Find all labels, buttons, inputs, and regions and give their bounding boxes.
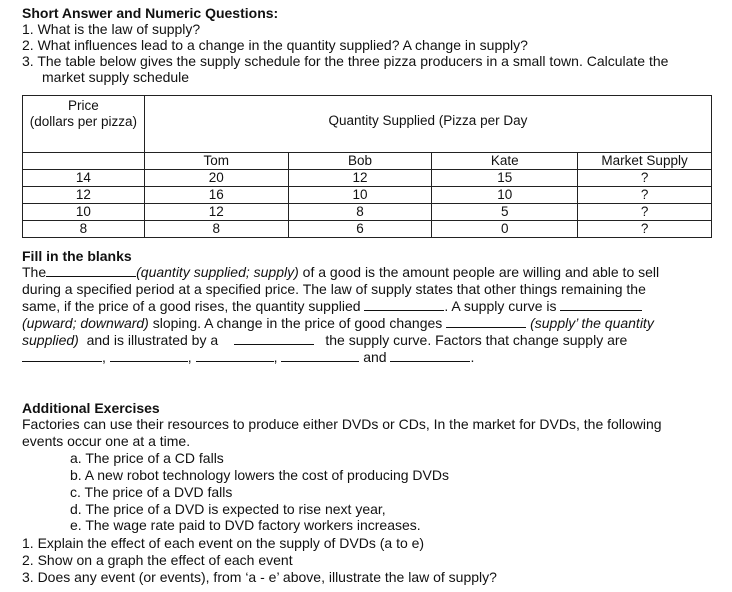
tom-cell: 8: [144, 221, 288, 238]
tom-cell: 12: [144, 204, 288, 221]
col-header-kate: Kate: [432, 153, 578, 170]
bob-cell: 12: [288, 170, 432, 187]
kate-cell: 5: [432, 204, 578, 221]
col-header-bob: Bob: [288, 153, 432, 170]
col-header-market-supply: Market Supply: [578, 153, 712, 170]
additional-intro-line-1: Factories can use their resources to produce either DVDs or CDs, In the market for DVDs, the following: [22, 416, 662, 432]
fill-line-3: same, if the price of a good rises, the quantity supplied . A supply curve is: [22, 298, 642, 315]
table-row: [23, 204, 712, 221]
quantity-header: Quantity Supplied (Pizza per Day: [144, 96, 711, 153]
question-3-line-2: market supply schedule: [42, 69, 190, 85]
price-header: Price (dollars per pizza): [23, 96, 145, 153]
short-answer-heading: Short Answer and Numeric Questions:: [22, 5, 279, 21]
tom-cell: 20: [144, 170, 288, 187]
table-header-row: [23, 96, 712, 153]
price-cell: 12: [23, 187, 145, 204]
market-cell: ?: [578, 221, 712, 238]
bob-cell: 10: [288, 187, 432, 204]
question-1: 1. What is the law of supply?: [22, 21, 201, 37]
event-a: a. The price of a CD falls: [70, 450, 224, 466]
market-cell: ?: [578, 204, 712, 221]
table-row: [23, 170, 712, 187]
market-cell: ?: [578, 187, 712, 204]
table-row: [23, 187, 712, 204]
price-cell: 10: [23, 204, 145, 221]
event-c: c. The price of a DVD falls: [70, 484, 233, 500]
market-cell: ?: [578, 170, 712, 187]
kate-cell: 15: [432, 170, 578, 187]
tom-cell: 16: [144, 187, 288, 204]
kate-cell: 0: [432, 221, 578, 238]
event-d: d. The price of a DVD is expected to rise next year,: [70, 501, 386, 517]
supply-schedule-table: [22, 95, 712, 238]
table-row: [23, 221, 712, 238]
fill-line-4: (upward; downward) sloping. A change in the price of good changes (supply’ the quantity: [22, 315, 654, 331]
producer-header-row: [23, 153, 712, 170]
task-2: 2. Show on a graph the effect of each event: [22, 552, 293, 568]
question-3-line-1: 3. The table below gives the supply schedule for the three pizza producers in a small town. Calculate the: [22, 53, 669, 69]
event-b: b. A new robot technology lowers the cost of producing DVDs: [70, 467, 449, 483]
blank-cell: [23, 153, 145, 170]
bob-cell: 8: [288, 204, 432, 221]
fill-line-1: The (quantity supplied; supply) of a good is the amount people are willing and able to sell: [22, 264, 660, 280]
price-cell: 8: [23, 221, 145, 238]
kate-cell: 10: [432, 187, 578, 204]
task-1: 1. Explain the effect of each event on the supply of DVDs (a to e): [22, 535, 425, 551]
bob-cell: 6: [288, 221, 432, 238]
col-header-tom: Tom: [144, 153, 288, 170]
additional-intro-line-2: events occur one at a time.: [22, 433, 191, 449]
question-2: 2. What influences lead to a change in the quantity supplied? A change in supply?: [22, 37, 528, 53]
fill-blanks-heading: Fill in the blanks: [22, 248, 132, 264]
fill-line-2: during a specified period at a specified price. The law of supply states that other things remaining the: [22, 281, 646, 297]
fill-line-5: supplied) and is illustrated by a the supply curve. Factors that change supply are: [22, 332, 628, 348]
task-3: 3. Does any event (or events), from ‘a - e’ above, illustrate the law of supply?: [22, 569, 497, 585]
price-cell: 14: [23, 170, 145, 187]
additional-heading: Additional Exercises: [22, 400, 160, 416]
event-e: e. The wage rate paid to DVD factory workers increases.: [70, 517, 421, 533]
fill-line-6: , , , and .: [22, 349, 474, 366]
